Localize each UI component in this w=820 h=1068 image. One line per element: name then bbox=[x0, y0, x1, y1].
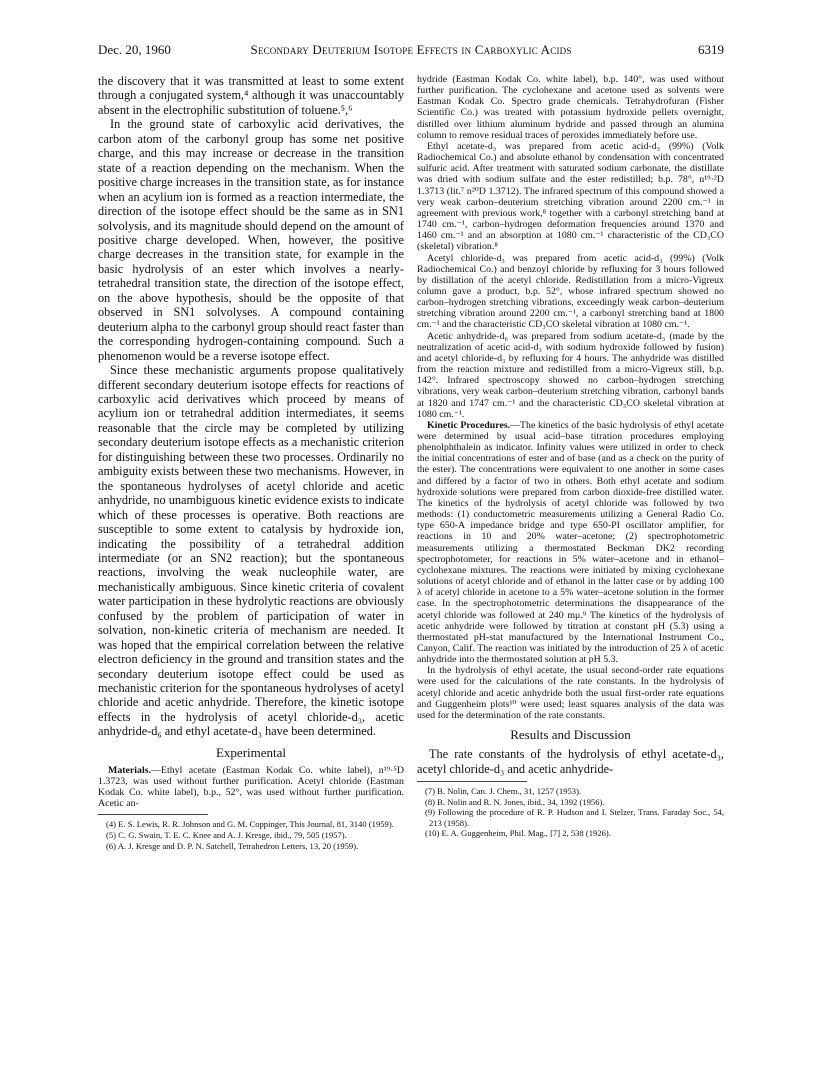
results-heading: Results and Discussion bbox=[510, 727, 631, 743]
experimental-heading: Experimental bbox=[215, 744, 287, 760]
paragraph: In the hydrolysis of ethyl acetate, the usual second-order rate equations were used for the calculations of the rate constants. In the hydrolysis of acetyl chloride and acetic anhydride both the usual first-order rate equations and Guggenheim plots¹⁰ were used; least squares analysis of the data was used for the determination of the rate constants. bbox=[417, 665, 724, 721]
footnote-rule bbox=[98, 814, 208, 815]
paragraph: Ethyl acetate-d₃ was prepared from acetic acid-d₃ (99%) (Volk Radiochemical Co.) and absolute ethanol by condensation with concentrated sulfuric acid. After treatment with saturated sodium carbonate, the distillate was dried with sodium sulfate and the ester redistilled; b.p. 78°, n¹⁹·²D 1.3713 (lit.⁷ n²⁰D 1.3712). The infrared spectrum of this compound showed a very weak carbon–deuterium stretching vibration around 2200 cm.⁻¹ in agreement with previous work,⁸ together with a carbonyl stretching band at 1740 cm.⁻¹, carbon–hydrogen deformation frequencies around 1370 and 1460 cm.⁻¹ and an absorption at 1080 cm.⁻¹ characteristic of the CD₃CO (skeletal) vibration.⁸ bbox=[417, 140, 724, 253]
left-body bbox=[98, 74, 404, 739]
materials-text: —Ethyl acetate (Eastman Kodak Co. white label), n¹⁹·⁵D 1.3723, was used without further purification. Acetyl chloride (Eastman Kodak Co. white label), b.p., 52°, was used without further purification. Acetic an- bbox=[98, 764, 404, 810]
paragraph: Acetic anhydride-d₆ was prepared from sodium acetate-d₃ (made by the neutralization of acetic acid-d₃ with sodium hydroxide followed by fusion) and acetyl chloride-d₃ by refluxing for 4 hours. The anhydride was distilled from the reaction mixture and redistilled from a micro-Vigreux still, b.p. 142°. Infrared spectroscopy showed no carbon–hydrogen stretching vibrations, very weak carbon–deuterium stretching vibration, carbonyl bands at 1820 and 1747 cm.⁻¹ and the characteristic CD₃CO skeletal vibration at 1080 cm.⁻¹. bbox=[417, 330, 724, 420]
page-number: 6319 bbox=[698, 42, 724, 57]
left-column bbox=[98, 74, 404, 851]
footnote: (10) E. A. Guggenheim, Phil. Mag., [7] 2, 538 (1926). bbox=[425, 828, 611, 839]
footnote: (9) Following the procedure of R. P. Hudson and I. Stelzer, Trans. Faraday Soc., 54, 213 (1958). bbox=[425, 807, 724, 828]
paragraph: In the ground state of carboxylic acid derivatives, the carbon atom of the carbonyl group has some net positive charge, and this may increase or decrease in the transition state of a reaction depending on the mechanism. When the positive charge increases in the transition state, as for instance when an acylium ion is formed as a reaction intermediate, the direction of the isotope effect should be the same as in SN1 solvolysis, and its magnitude should depend on the amount of positive charge developed. When, however, the positive charge decreases in the transition state, for example in the basic hydrolysis of an ester which involves a nearly-tetrahedral transition state, the direction of the isotope effect, on the above hypothesis, should be the opposite of that observed in SN1 solvolyses. A compound containing deuterium alpha to the carbonyl group should react faster than the corresponding hydrogen-containing compound. Such a phenomenon would be a reverse isotope effect. bbox=[98, 117, 404, 363]
kinetic-label: Kinetic Procedures. bbox=[427, 419, 511, 431]
materials-paragraph bbox=[98, 765, 404, 810]
running-title: Secondary Deuterium Isotope Effects in Carboxylic Acids bbox=[250, 42, 572, 57]
footnote: (8) B. Nolin and R. N. Jones, ibid., 34, 1392 (1956). bbox=[425, 796, 605, 807]
footnote: (7) B. Nolin, Can. J. Chem., 31, 1257 (1953). bbox=[425, 785, 582, 796]
paragraph: The rate constants of the hydrolysis of ethyl acetate-d₃, acetyl chloride-d₃ and acetic anhydride- bbox=[417, 747, 724, 776]
footnote: (6) A. J. Kresge and D. P. N. Satchell, Tetrahedron Letters, 13, 20 (1959). bbox=[106, 840, 359, 851]
paragraph: Since these mechanistic arguments propose qualitatively different secondary deuterium isotope effects for reactions of carboxylic acid derivatives which proceed by means of acylium ion or tetrahedral addition intermediates, it seems reasonable that the circle may be completed by utilizing secondary deuterium isotope effects as a mechanistic criterion for distinguishing between these two processes. Ordinarily no ambiguity exists between these two mechanisms. However, in the spontaneous hydrolyses of acetyl chloride and acetic anhydride, no unambiguous kinetic evidence exists to indicate which of these processes is operative. Both reactions are susceptible to some extent to catalysis by hydroxide ion, indicating the possibility of a tetrahedral addition intermediate (or an SN2 reaction); but the spontaneous reactions, involving the weak nucleophile water, are mechanistically ambiguous. Since kinetic criteria of covalent water participation in these hydrolytic reactions are obviously confused by the problem of participation of water in solvation, non-kinetic criteria of mechanism are needed. It was hoped that the empirical correlation between the relative electron deficiency in the ground and transition states and the secondary deuterium isotope effect could be used as mechanistic criterion for the spontaneous hydrolyses of acetyl chloride and acetic anhydride. Therefore, the kinetic isotope effects in the hydrolysis of acetyl chloride-d₃, acetic anhydride-d₆ and ethyl acetate-d₃ have been determined. bbox=[98, 363, 404, 739]
kinetic-paragraph bbox=[417, 420, 724, 665]
paragraph: the discovery that it was transmitted at least to some extent through a conjugated system,⁴ although it was unaccountably absent in the electrophilic substitution of toluene.⁵,⁶ bbox=[98, 74, 404, 117]
materials-label: Materials. bbox=[108, 764, 152, 776]
footnote: (4) E. S. Lewis, R. R. Johnson and G. M. Coppinger, This Journal, 81, 3140 (1959). bbox=[106, 819, 394, 830]
materials-section bbox=[98, 765, 404, 810]
right-experimental bbox=[417, 74, 724, 721]
paragraph: Acetyl chloride-d₃ was prepared from acetic acid-d₃ (99%) (Volk Radiochemical Co.) and benzoyl chloride by refluxing for 3 hours followed by distillation of the acetyl chloride. Redistillation from a micro-Vigreux column gave a product, b.p. 52°, whose infrared spectrum showed no carbon–hydrogen stretching vibrations, exceedingly weak carbon–deuterium stretching vibration around 2200 cm.⁻¹, a carbonyl stretching band at 1800 cm.⁻¹ and the characteristic CD₃CO skeletal vibration at 1080 cm.⁻¹. bbox=[417, 252, 724, 331]
right-column bbox=[417, 74, 724, 839]
footnote: (5) C. G. Swain, T. E. C. Knee and A. J. Kresge, ibid., 79, 505 (1957). bbox=[106, 830, 347, 841]
kinetic-text: —The kinetics of the basic hydrolysis of ethyl acetate were determined by usual acid–base titration procedures employing phenolphthalein as indicator. Infinity values were utilized in order to check the initial concentrations of ester and of base (and as a check on the purity of the ester). The concentrations were equivalent to one another in some cases and differed by a factor of two in others. Both ethyl acetate and sodium hydroxide solutions were prepared from carbon dioxide-free distilled water. The kinetics of the hydrolysis of acetyl chloride was followed by two methods: (1) conductometric measurements utilizing a General Radio Co. type 650-A impedance bridge and type 650-PI oscillator amplifier, for reactions in 10 and 20% water–acetone; (2) spectrophotometric measurements utilizing a thermostated Beckman DK2 recording spectrophotometer, for reactions in 5% water–acetone and in ethanol–cyclohexane mixtures. The reactions were initiated by mixing cyclohexane solutions of acetyl chloride and of ethanol in the latter case or by adding 100 λ of acetyl chloride in acetone to a 5% water–acetone solution in the former case. In the spectrophotometric determinations the disappearance of the acetyl chloride was followed at 240 mμ.⁹ The kinetics of the hydrolysis of acetic anhydride were followed by titration at constant pH (5.3) using a thermostated pH-stat manufactured by the International Instrument Co., Canyon, Calif. The reaction was initiated by the introduction of 25 λ of acetic anhydride into the thermostated solution at pH 5.3. bbox=[417, 419, 724, 666]
results-body bbox=[417, 747, 724, 776]
header-date: Dec. 20, 1960 bbox=[98, 42, 171, 57]
page-header bbox=[98, 42, 724, 60]
footnote-rule bbox=[417, 781, 527, 782]
right-footnotes bbox=[417, 786, 724, 839]
left-footnotes bbox=[98, 819, 404, 851]
paragraph: hydride (Eastman Kodak Co. white label), b.p. 140°, was used without further purification. The cyclohexane and acetone used as solvents were Eastman Kodak Co. Spectro grade chemicals. Tetrahydrofuran (Fisher Scientific Co.) was treated with potassium hydroxide pellets overnight, distilled over lithium aluminum hydride and passed through an alumina column to remove residual traces of peroxides immediately before use. bbox=[417, 74, 724, 141]
